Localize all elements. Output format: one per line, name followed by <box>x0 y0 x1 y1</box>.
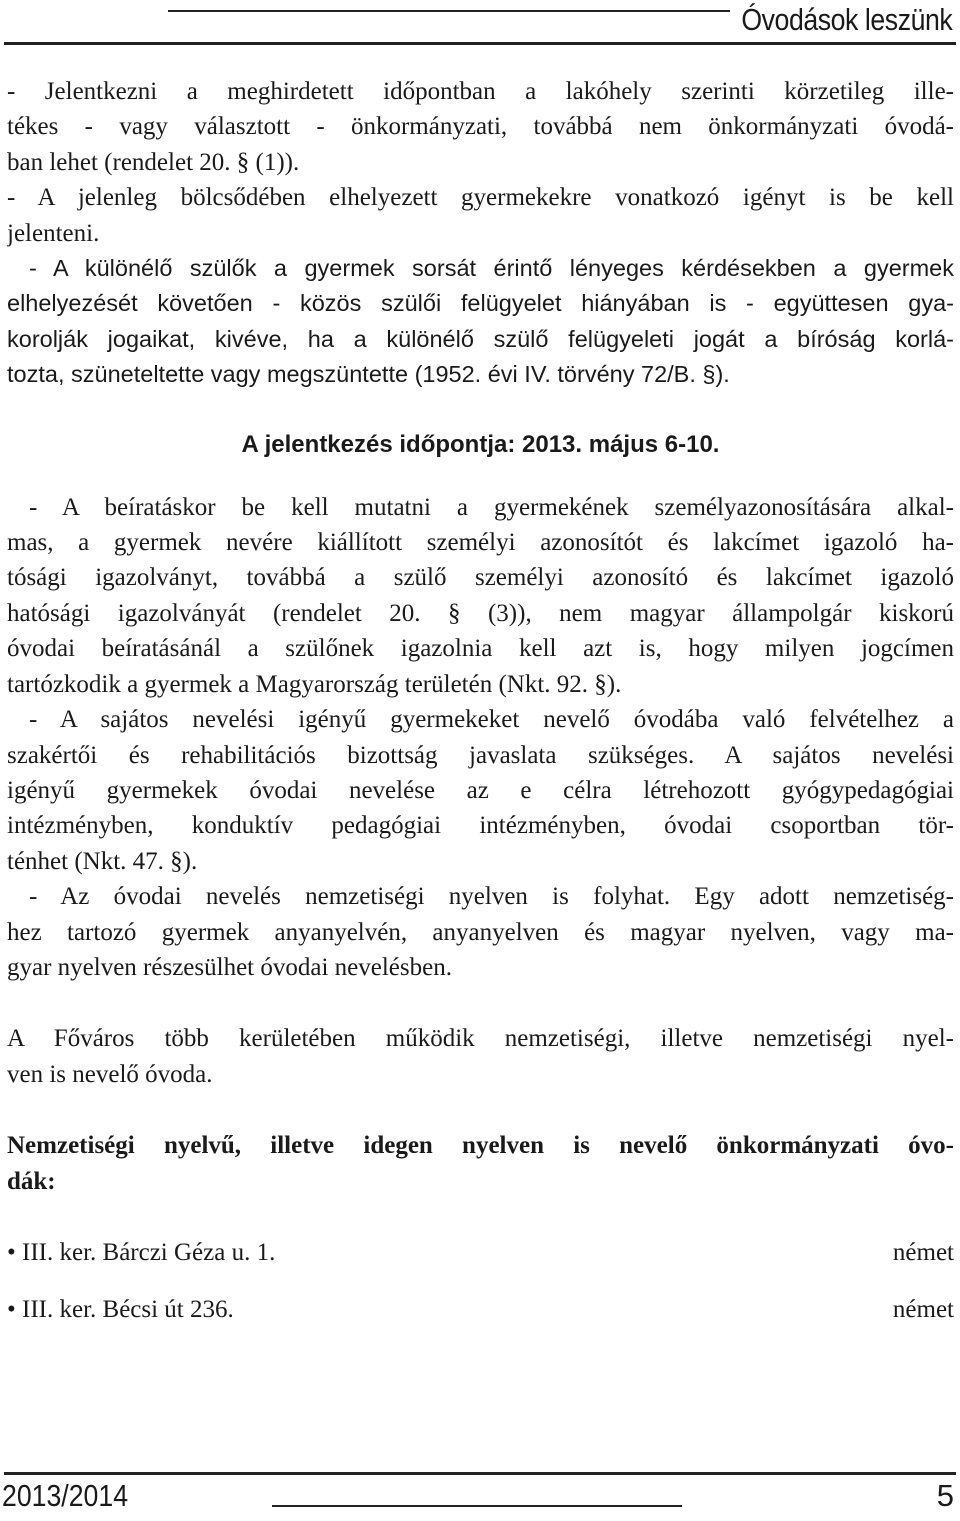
paragraph-4 <box>7 1021 954 1092</box>
text-line: tékes - vagy választott - önkormányzati, továbbá nem önkormányzati óvodá- <box>7 113 954 141</box>
text-line: Nemzetiségi nyelvű, illetve idegen nyelven is nevelő önkormányzati óvo- <box>7 1132 954 1160</box>
text-line: gyar nyelven részesülhet óvodai nevelésben. <box>7 953 452 981</box>
text-line: - A sajátos nevelési igényű gyermekeket nevelő óvodába való felvételhez a <box>29 706 954 734</box>
text-line: elhelyezését követően - közös szülői felügyelet hiányában is - együttesen gya- <box>7 290 954 317</box>
list-item-address: • III. ker. Bécsi út 236. <box>7 1296 234 1324</box>
footer-rule-bottom <box>272 1505 682 1507</box>
text-line: - Jelentkezni a meghirdetett időpontban a lakóhely szerinti körzetileg ille- <box>7 78 954 105</box>
text-line: jelenteni. <box>7 219 100 247</box>
text-line: tósági igazolványt, továbbá a szülő személyi azonosító és lakcímet igazoló <box>7 564 954 592</box>
text-line: szakértői és rehabilitációs bizottság javaslata szükséges. A sajátos nevelési <box>7 741 954 769</box>
text-line: - A beíratáskor be kell mutatni a gyermekének személyazonosítására alkal- <box>29 493 954 521</box>
list-item <box>7 1292 954 1327</box>
text-line: hatósági igazolványát (rendelet 20. § (3)), nem magyar állampolgár kiskorú <box>7 599 954 627</box>
page-number: 5 <box>936 1478 954 1513</box>
text-line: tartózkodik a gyermek a Magyarország területén (Nkt. 92. §). <box>7 670 622 698</box>
page-content <box>7 74 954 1328</box>
text-line: intézményben, konduktív pedagógiai intézményben, óvodai csoportban tör- <box>7 812 954 840</box>
text-line: ténhet (Nkt. 47. §). <box>7 847 198 875</box>
list-item-language: német <box>892 1296 954 1324</box>
header-title: Óvodások leszünk <box>741 2 952 37</box>
header-rule-bottom <box>4 42 956 45</box>
paragraph-1 <box>7 74 954 251</box>
text-line: tozta, szüneteltette vagy megszüntette (1952. évi IV. törvény 72/B. §). <box>7 361 730 388</box>
text-line: igényű gyermekek óvodai nevelése az e célra létrehozott gyógypedagógiai <box>7 776 954 804</box>
text-line: - A különélő szülők a gyermek sorsát érintő lényeges kérdésekben a gyermek <box>29 255 954 282</box>
text-line: dák: <box>7 1167 56 1195</box>
text-line: - Az óvodai nevelés nemzetiségi nyelven is folyhat. Egy adott nemzetiség- <box>29 883 954 911</box>
registration-date-heading: A jelentkezés időpontja: 2013. május 6-10. <box>241 430 720 458</box>
paragraph-3 <box>7 490 954 986</box>
list-item-address: • III. ker. Bárczi Géza u. 1. <box>7 1238 276 1266</box>
header-rule-top <box>168 10 730 12</box>
list-item-language: német <box>892 1238 954 1266</box>
text-line: - A jelenleg bölcsődében elhelyezett gyermekekre vonatkozó igényt is be kell <box>7 184 954 212</box>
footer-rule-top <box>4 1472 956 1475</box>
text-line: óvodai beíratásánál a szülőnek igazolnia kell azt is, hogy milyen jogcímen <box>7 635 954 663</box>
text-line: ven is nevelő óvoda. <box>7 1060 213 1088</box>
kindergarten-list-heading <box>7 1128 954 1199</box>
text-line: mas, a gyermek nevére kiállított személyi azonosítót és lakcímet igazoló ha- <box>7 529 954 557</box>
list-item <box>7 1235 954 1270</box>
footer-year: 2013/2014 <box>2 1478 129 1513</box>
text-line: A Főváros több kerületében működik nemzetiségi, illetve nemzetiségi nyel- <box>7 1025 954 1053</box>
text-line: hez tartozó gyermek anyanyelvén, anyanyelven és magyar nyelven, vagy ma- <box>7 918 954 946</box>
paragraph-2 <box>7 251 954 393</box>
text-line: korolják jogaikat, kivéve, ha a különélő szülő felügyeleti jogát a bíróság korlá- <box>7 325 954 352</box>
text-line: ban lehet (rendelet 20. § (1)). <box>7 148 300 176</box>
